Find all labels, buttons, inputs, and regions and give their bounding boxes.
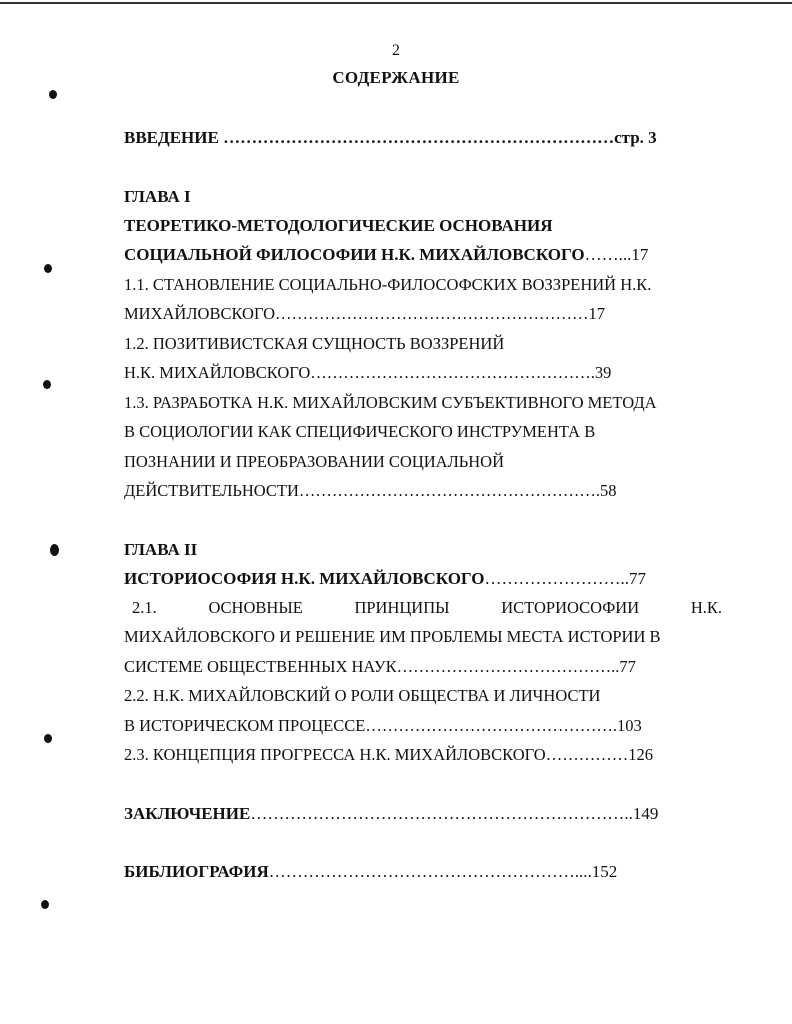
- section-1-2-line-1: 1.2. ПОЗИТИВИСТСКАЯ СУЩНОСТЬ ВОЗЗРЕНИЙ: [124, 334, 505, 353]
- chapter-1-title-text: СОЦИАЛЬНОЙ ФИЛОСОФИИ Н.К. МИХАЙЛОВСКОГО: [124, 245, 585, 264]
- page-number: 2: [392, 42, 400, 59]
- section-1-1-line-2: МИХАЙЛОВСКОГО…………………………………………………17: [124, 304, 606, 323]
- chapter-1-page: ……...17: [584, 245, 649, 264]
- section-2-1-word: ПРИНЦИПЫ: [354, 598, 450, 617]
- section-1-2-line-2: Н.К. МИХАЙЛОВСКОГО…………………………………………….39: [124, 363, 612, 382]
- section-1-3-line-1: 1.3. РАЗРАБОТКА Н.К. МИХАЙЛОВСКИМ СУБЪЕКТИВНОГО МЕТОДА: [124, 393, 657, 412]
- margin-mark: [43, 380, 51, 389]
- chapter-2-page: ……………………..77: [484, 569, 647, 588]
- section-1-1-line-1: 1.1. СТАНОВЛЕНИЕ СОЦИАЛЬНО-ФИЛОСОФСКИХ ВОЗЗРЕНИЙ Н.К.: [124, 275, 652, 294]
- toc-entry-bibliography: [124, 862, 617, 882]
- page-title: СОДЕРЖАНИЕ: [332, 68, 460, 87]
- bibliography-page: ………………………………………………....152: [268, 862, 618, 881]
- section-2-1-line-2: МИХАЙЛОВСКОГО И РЕШЕНИЕ ИМ ПРОБЛЕМЫ МЕСТА ИСТОРИИ В: [124, 627, 661, 646]
- margin-mark: [41, 900, 49, 909]
- section-1-3-line-3: ПОЗНАНИИ И ПРЕОБРАЗОВАНИИ СОЦИАЛЬНОЙ: [124, 452, 504, 471]
- section-2-1-word: Н.К.: [690, 598, 722, 617]
- conclusion-text: ЗАКЛЮЧЕНИЕ: [124, 804, 251, 823]
- margin-mark: [44, 734, 52, 743]
- top-rule: [0, 2, 792, 4]
- chapter-2-heading: ГЛАВА II: [124, 540, 198, 559]
- section-1-3-line-4: ДЕЙСТВИТЕЛЬНОСТИ……………………………………………….58: [124, 481, 617, 500]
- toc-entry-text: ВВЕДЕНИЕ ……………………………………………………………стр. 3: [124, 128, 657, 147]
- section-2-1-word: 2.1.: [132, 598, 157, 617]
- chapter-1-title-line-1: ТЕОРЕТИКО-МЕТОДОЛОГИЧЕСКИЕ ОСНОВАНИЯ: [124, 216, 553, 235]
- section-2-2-line-1: 2.2. Н.К. МИХАЙЛОВСКИЙ О РОЛИ ОБЩЕСТВА И ЛИЧНОСТИ: [124, 686, 601, 705]
- section-2-2-line-2: В ИСТОРИЧЕСКОМ ПРОЦЕССЕ……………………………………….103: [124, 716, 642, 735]
- chapter-1-title-line-2: [124, 245, 648, 265]
- margin-mark: [49, 90, 57, 99]
- conclusion-page: …………………………………………………………..149: [250, 804, 659, 823]
- bibliography-text: БИБЛИОГРАФИЯ: [124, 862, 269, 881]
- section-1-3-line-2: В СОЦИОЛОГИИ КАК СПЕЦИФИЧЕСКОГО ИНСТРУМЕНТА В: [124, 422, 596, 441]
- section-2-1-word: ОСНОВНЫЕ: [208, 598, 303, 617]
- margin-mark: [44, 264, 52, 273]
- toc-entry-introduction: [124, 128, 657, 148]
- margin-mark: [50, 544, 59, 556]
- chapter-1-heading: ГЛАВА I: [124, 187, 191, 206]
- section-2-3: 2.3. КОНЦЕПЦИЯ ПРОГРЕССА Н.К. МИХАЙЛОВСКОГО……………126: [124, 745, 653, 764]
- toc-entry-conclusion: [124, 804, 658, 824]
- chapter-2-title: [124, 569, 646, 589]
- chapter-2-title-text: ИСТОРИОСОФИЯ Н.К. МИХАЙЛОВСКОГО: [124, 569, 485, 588]
- section-2-1-line-3: СИСТЕМЕ ОБЩЕСТВЕННЫХ НАУК…………………………………..77: [124, 657, 636, 676]
- section-2-1-line-1: [132, 598, 722, 618]
- section-2-1-word: ИСТОРИОСОФИИ: [501, 598, 640, 617]
